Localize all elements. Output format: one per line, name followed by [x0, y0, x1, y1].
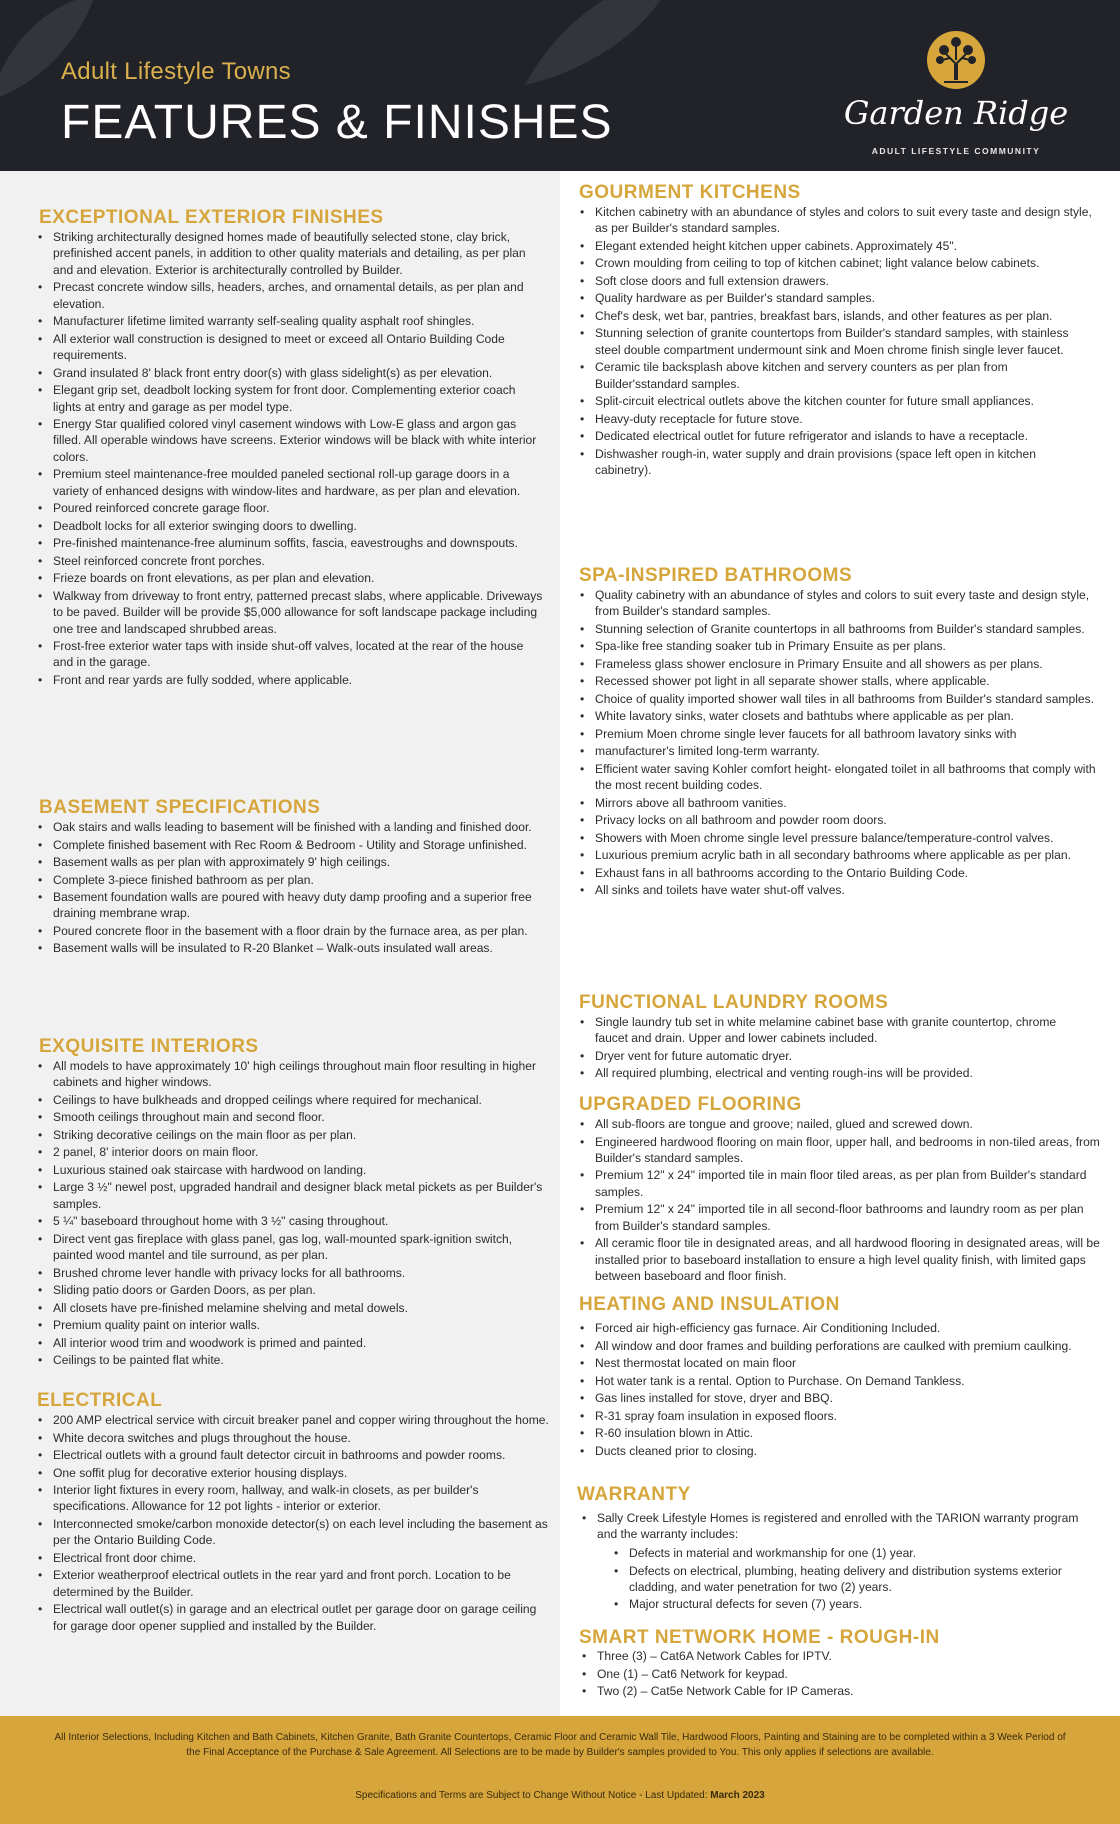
list-item: • Luxurious stained oak staircase with hardwood on landing.: [36, 1162, 551, 1178]
list-item: • Forced air high-efficiency gas furnace. Air Conditioning Included.: [578, 1320, 1092, 1336]
list-item: • Efficient water saving Kohler comfort height- elongated toilet in all bathrooms that comply with the most recent building codes.: [578, 761, 1102, 794]
list-item: • One soffit plug for decorative exterior housing displays.: [36, 1465, 551, 1481]
list-item: • Dishwasher rough-in, water supply and drain provisions (space left open in kitchen cabinetry).: [578, 446, 1092, 479]
list-item: • Premium Moen chrome single lever faucets for all bathroom lavatory sinks with: [578, 726, 1102, 742]
list-item: • 5 ¼" baseboard throughout home with 3 ½" casing throughout.: [36, 1213, 551, 1229]
list-item: • Engineered hardwood flooring on main floor, upper hall, and bedrooms in non-tiled areas, from Builder's standard samples.: [578, 1134, 1102, 1167]
list-item: • Premium 12" x 24" imported tile in main floor tiled areas, as per plan from Builder's standard samples.: [578, 1167, 1102, 1200]
list-item: • Ceilings to have bulkheads and dropped ceilings where required for mechanical.: [36, 1092, 551, 1108]
list-item: • Three (3) – Cat6A Network Cables for IPTV.: [580, 1648, 1080, 1664]
list-item: • Premium 12" x 24" imported tile in all second-floor bathrooms and laundry room as per plan from Builder's standard samples.: [578, 1201, 1102, 1234]
list-item: • Electrical front door chime.: [36, 1550, 551, 1566]
list-item: • Poured concrete floor in the basement with a floor drain by the furnace area, as per plan.: [36, 923, 551, 939]
list-item: • Manufacturer lifetime limited warranty self-sealing quality asphalt roof shingles.: [36, 313, 544, 329]
list-item: • Luxurious premium acrylic bath in all secondary bathrooms where applicable as per plan.: [578, 847, 1102, 863]
network-section-title: SMART NETWORK HOME - ROUGH-IN: [579, 1627, 940, 1648]
list-item: • Major structural defects for seven (7) years.: [612, 1596, 1100, 1612]
electrical-list: [36, 1412, 551, 1635]
list-item: • Elegant extended height kitchen upper cabinets. Approximately 45".: [578, 238, 1092, 254]
list-item: • Two (2) – Cat5e Network Cable for IP Cameras.: [580, 1683, 1080, 1699]
network-list: [580, 1648, 1080, 1701]
list-item: • Premium steel maintenance-free moulded paneled sectional roll-up garage doors in a variety of enhanced designs with window-lites and hardware, as per plan and elevation.: [36, 466, 544, 499]
list-item: • All interior wood trim and woodwork is primed and painted.: [36, 1335, 551, 1351]
list-item: • Choice of quality imported shower wall tiles in all bathrooms from Builder's standard samples.: [578, 691, 1102, 707]
left-column: [0, 171, 560, 1716]
list-item: • Nest thermostat located on main floor: [578, 1355, 1092, 1371]
list-item: • Kitchen cabinetry with an abundance of styles and colors to suit every taste and design style, as per Builder's standard samples.: [578, 204, 1092, 237]
list-item: • Precast concrete window sills, headers, arches, and ornamental details, as per plan and elevation.: [36, 279, 544, 312]
tree-emblem-icon: [926, 30, 986, 90]
list-item: • All models to have approximately 10' high ceilings throughout main floor resulting in higher cabinets and higher windows.: [36, 1058, 551, 1091]
list-item: • Ceramic tile backsplash above kitchen and servery counters as per plan from Builder'sstandard samples.: [578, 359, 1092, 392]
list-item: • Quality hardware as per Builder's standard samples.: [578, 290, 1092, 306]
kitchens-section-title: GOURMENT KITCHENS: [579, 182, 801, 203]
list-item: • Frieze boards on front elevations, as per plan and elevation.: [36, 570, 544, 586]
exterior-list: [36, 229, 544, 689]
list-item: • Energy Star qualified colored vinyl casement windows with Low-E glass and argon gas filled. All operable windows have screens. Exterior windows will be black with white interior colors.: [36, 416, 544, 465]
page-title: FEATURES & FINISHES: [61, 96, 613, 149]
list-item: • Premium quality paint on interior walls.: [36, 1317, 551, 1333]
interiors-section-title: EXQUISITE INTERIORS: [39, 1036, 259, 1057]
warranty-intro-list: [580, 1510, 1080, 1544]
list-item: • Front and rear yards are fully sodded, where applicable.: [36, 672, 544, 688]
list-item: • Sliding patio doors or Garden Doors, as per plan.: [36, 1282, 551, 1298]
list-item: • Basement walls will be insulated to R-20 Blanket – Walk-outs insulated wall areas.: [36, 940, 551, 956]
list-item: • All sinks and toilets have water shut-off valves.: [578, 882, 1102, 898]
list-item: • All required plumbing, electrical and venting rough-ins will be provided.: [578, 1065, 1092, 1081]
list-item: • Defects in material and workmanship for one (1) year.: [612, 1545, 1100, 1561]
last-updated-date: March 2023: [710, 1790, 765, 1801]
right-column: [560, 171, 1120, 1716]
logo-wordmark: Garden Ridge: [843, 94, 1069, 132]
interiors-list: [36, 1058, 551, 1370]
basement-list: [36, 819, 551, 958]
list-item: • Ducts cleaned prior to closing.: [578, 1443, 1092, 1459]
page-subtitle: Adult Lifestyle Towns: [61, 58, 291, 85]
list-item: • Crown moulding from ceiling to top of kitchen cabinet; light valance below cabinets.: [578, 255, 1092, 271]
heating-list: [578, 1320, 1092, 1460]
list-item: • Gas lines installed for stove, dryer and BBQ.: [578, 1390, 1092, 1406]
list-item: • manufacturer's limited long-term warranty.: [578, 743, 1102, 759]
selection-deadline-note: All Interior Selections, Including Kitchen and Bath Cabinets, Kitchen Granite, Bath Granite Countertops, Ceramic Floor and Ceramic Wall Tile, Hardwood Floors, Painting and Staining are to be completed within a 3 Week Period of the Final Acceptance of the Purchase & Sale Agreement. All Selections are to be made by Builder's samples provided to You. This only applies if selections are available.: [54, 1732, 1066, 1758]
list-item: • Electrical wall outlet(s) in garage and an electrical outlet per garage door on garage ceiling for garage door opener supplied and installed by the Builder.: [36, 1601, 551, 1634]
list-item: • White lavatory sinks, water closets and bathtubs where applicable as per plan.: [578, 708, 1102, 724]
last-updated-line: [0, 1790, 1120, 1801]
list-item: • Grand insulated 8' black front entry door(s) with glass sidelight(s) as per elevation.: [36, 365, 544, 381]
list-item: • Showers with Moen chrome single level pressure balance/temperature-control valves.: [578, 830, 1102, 846]
list-item: • Striking architecturally designed homes made of beautifully selected stone, clay brick, prefinished accent panels, in addition to other quality materials and detailing, as per plan and and elevation. Exterior is architecturally controlled by Builder.: [36, 229, 544, 278]
page-header: [0, 0, 1120, 171]
list-item: • Single laundry tub set in white melamine cabinet base with granite countertop, chrome faucet and drain. Upper and lower cabinets included.: [578, 1014, 1092, 1047]
list-item: • Brushed chrome lever handle with privacy locks for all bathrooms.: [36, 1265, 551, 1281]
warranty-coverage-list: [612, 1545, 1100, 1614]
list-item: • Recessed shower pot light in all separate shower stalls, where applicable.: [578, 673, 1102, 689]
list-item: • All ceramic floor tile in designated areas, and all hardwood flooring in designated areas, will be installed prior to baseboard installation to ensure a high level quality finish, with limited gaps between baseboard and floor finish.: [578, 1235, 1102, 1284]
list-item: • Basement foundation walls are poured with heavy duty damp proofing and a superior free draining membrane wrap.: [36, 889, 551, 922]
leaf-decoration-icon: [520, 0, 680, 90]
laundry-section-title: FUNCTIONAL LAUNDRY ROOMS: [579, 992, 889, 1013]
flooring-list: [578, 1116, 1102, 1286]
list-item: • Split-circuit electrical outlets above the kitchen counter for future small appliances.: [578, 393, 1092, 409]
heating-section-title: HEATING AND INSULATION: [579, 1294, 840, 1315]
list-item: • Poured reinforced concrete garage floor.: [36, 500, 544, 516]
list-item: • Steel reinforced concrete front porches.: [36, 553, 544, 569]
warranty-intro: • Sally Creek Lifestyle Homes is registered and enrolled with the TARION warranty program and the warranty includes:: [580, 1510, 1080, 1543]
list-item: • Heavy-duty receptacle for future stove.: [578, 411, 1092, 427]
garden-ridge-logo: [836, 30, 1076, 160]
list-item: • R-31 spray foam insulation in exposed floors.: [578, 1408, 1092, 1424]
list-item: • Frost-free exterior water taps with inside shut-off valves, located at the rear of the house and in the garage.: [36, 638, 544, 671]
list-item: • Oak stairs and walls leading to basement will be finished with a landing and finished door.: [36, 819, 551, 835]
list-item: • Exhaust fans in all bathrooms according to the Ontario Building Code.: [578, 865, 1102, 881]
flooring-section-title: UPGRADED FLOORING: [579, 1094, 802, 1115]
list-item: • Stunning selection of granite countertops from Builder's standard samples, with stainless steel double compartment undermount sink and Moen chrome finish single lever faucet.: [578, 325, 1092, 358]
kitchens-list: [578, 204, 1092, 480]
list-item: • Dryer vent for future automatic dryer.: [578, 1048, 1092, 1064]
bathrooms-section-title: SPA-INSPIRED BATHROOMS: [579, 565, 853, 586]
page-footer: [0, 1716, 1120, 1824]
list-item: • Walkway from driveway to front entry, patterned precast slabs, where applicable. Driveways to be paved. Builder will be provide $5,000 allowance for soft landscape package including one tree and landscaped shrubbed areas.: [36, 588, 544, 637]
list-item: • Defects on electrical, plumbing, heating delivery and distribution systems exterior cladding, and water penetration for two (2) years.: [612, 1563, 1100, 1596]
list-item: • Exterior weatherproof electrical outlets in the rear yard and front porch. Location to be determined by the Builder.: [36, 1567, 551, 1600]
laundry-list: [578, 1014, 1092, 1083]
list-item: • Dedicated electrical outlet for future refrigerator and islands to have a receptacle.: [578, 428, 1092, 444]
list-item: • Soft close doors and full extension drawers.: [578, 273, 1092, 289]
list-item: • Interconnected smoke/carbon monoxide detector(s) on each level including the basement as per the Ontario Building Code.: [36, 1516, 551, 1549]
list-item: • One (1) – Cat6 Network for keypad.: [580, 1666, 1080, 1682]
exterior-section-title: EXCEPTIONAL EXTERIOR FINISHES: [39, 207, 384, 228]
list-item: • Chef's desk, wet bar, pantries, breakfast bars, islands, and other features as per plan.: [578, 308, 1092, 324]
basement-section-title: BASEMENT SPECIFICATIONS: [39, 797, 321, 818]
list-item: • Elegant grip set, deadbolt locking system for front door. Complementing exterior coach lights at entry and garage as per model type.: [36, 382, 544, 415]
list-item: • Frameless glass shower enclosure in Primary Ensuite and all showers as per plans.: [578, 656, 1102, 672]
last-updated-label: Specifications and Terms are Subject to Change Without Notice - Last Updated:: [355, 1790, 711, 1801]
list-item: • All window and door frames and building perforations are caulked with premium caulking.: [578, 1338, 1092, 1354]
list-item: • Quality cabinetry with an abundance of styles and colors to suit every taste and design style, from Builder's standard samples.: [578, 587, 1102, 620]
list-item: • Mirrors above all bathroom vanities.: [578, 795, 1102, 811]
list-item: • Interior light fixtures in every room, hallway, and walk-in closets, as per builder's specifications. Allowance for 12 pot lights - interior or exterior.: [36, 1482, 551, 1515]
list-item: • Striking decorative ceilings on the main floor as per plan.: [36, 1127, 551, 1143]
list-item: • All sub-floors are tongue and groove; nailed, glued and screwed down.: [578, 1116, 1102, 1132]
list-item: • Smooth ceilings throughout main and second floor.: [36, 1109, 551, 1125]
logo-tagline: ADULT LIFESTYLE COMMUNITY: [871, 146, 1041, 156]
warranty-section-title: WARRANTY: [577, 1484, 691, 1505]
list-item: • Basement walls as per plan with approximately 9' high ceilings.: [36, 854, 551, 870]
list-item: • Stunning selection of Granite countertops in all bathrooms from Builder's standard samples.: [578, 621, 1102, 637]
list-item: • Complete finished basement with Rec Room & Bedroom - Utility and Storage unfinished.: [36, 837, 551, 853]
list-item: • All exterior wall construction is designed to meet or exceed all Ontario Building Code requirements.: [36, 331, 544, 364]
bathrooms-list: [578, 587, 1102, 900]
list-item: • Privacy locks on all bathroom and powder room doors.: [578, 812, 1102, 828]
list-item: • Deadbolt locks for all exterior swinging doors to dwelling.: [36, 518, 544, 534]
list-item: • R-60 insulation blown in Attic.: [578, 1425, 1092, 1441]
list-item: • Hot water tank is a rental. Option to Purchase. On Demand Tankless.: [578, 1373, 1092, 1389]
list-item: • Ceilings to be painted flat white.: [36, 1352, 551, 1368]
list-item: • 2 panel, 8' interior doors on main floor.: [36, 1144, 551, 1160]
list-item: • Pre-finished maintenance-free aluminum soffits, fascia, eavestroughs and downspouts.: [36, 535, 544, 551]
list-item: • Large 3 ½" newel post, upgraded handrail and designer black metal pickets as per Builder's samples.: [36, 1179, 551, 1212]
list-item: • White decora switches and plugs throughout the house.: [36, 1430, 551, 1446]
leaf-decoration-icon: [0, 0, 100, 110]
list-item: • Complete 3-piece finished bathroom as per plan.: [36, 872, 551, 888]
list-item: • Direct vent gas fireplace with glass panel, gas log, wall-mounted spark-ignition switch, painted wood mantel and tile surround, as per plan.: [36, 1231, 551, 1264]
list-item: • Spa-like free standing soaker tub in Primary Ensuite as per plans.: [578, 638, 1102, 654]
electrical-section-title: ELECTRICAL: [37, 1390, 163, 1411]
list-item: • Electrical outlets with a ground fault detector circuit in bathrooms and powder rooms.: [36, 1447, 551, 1463]
list-item: • All closets have pre-finished melamine shelving and metal dowels.: [36, 1300, 551, 1316]
list-item: • 200 AMP electrical service with circuit breaker panel and copper wiring throughout the home.: [36, 1412, 551, 1428]
